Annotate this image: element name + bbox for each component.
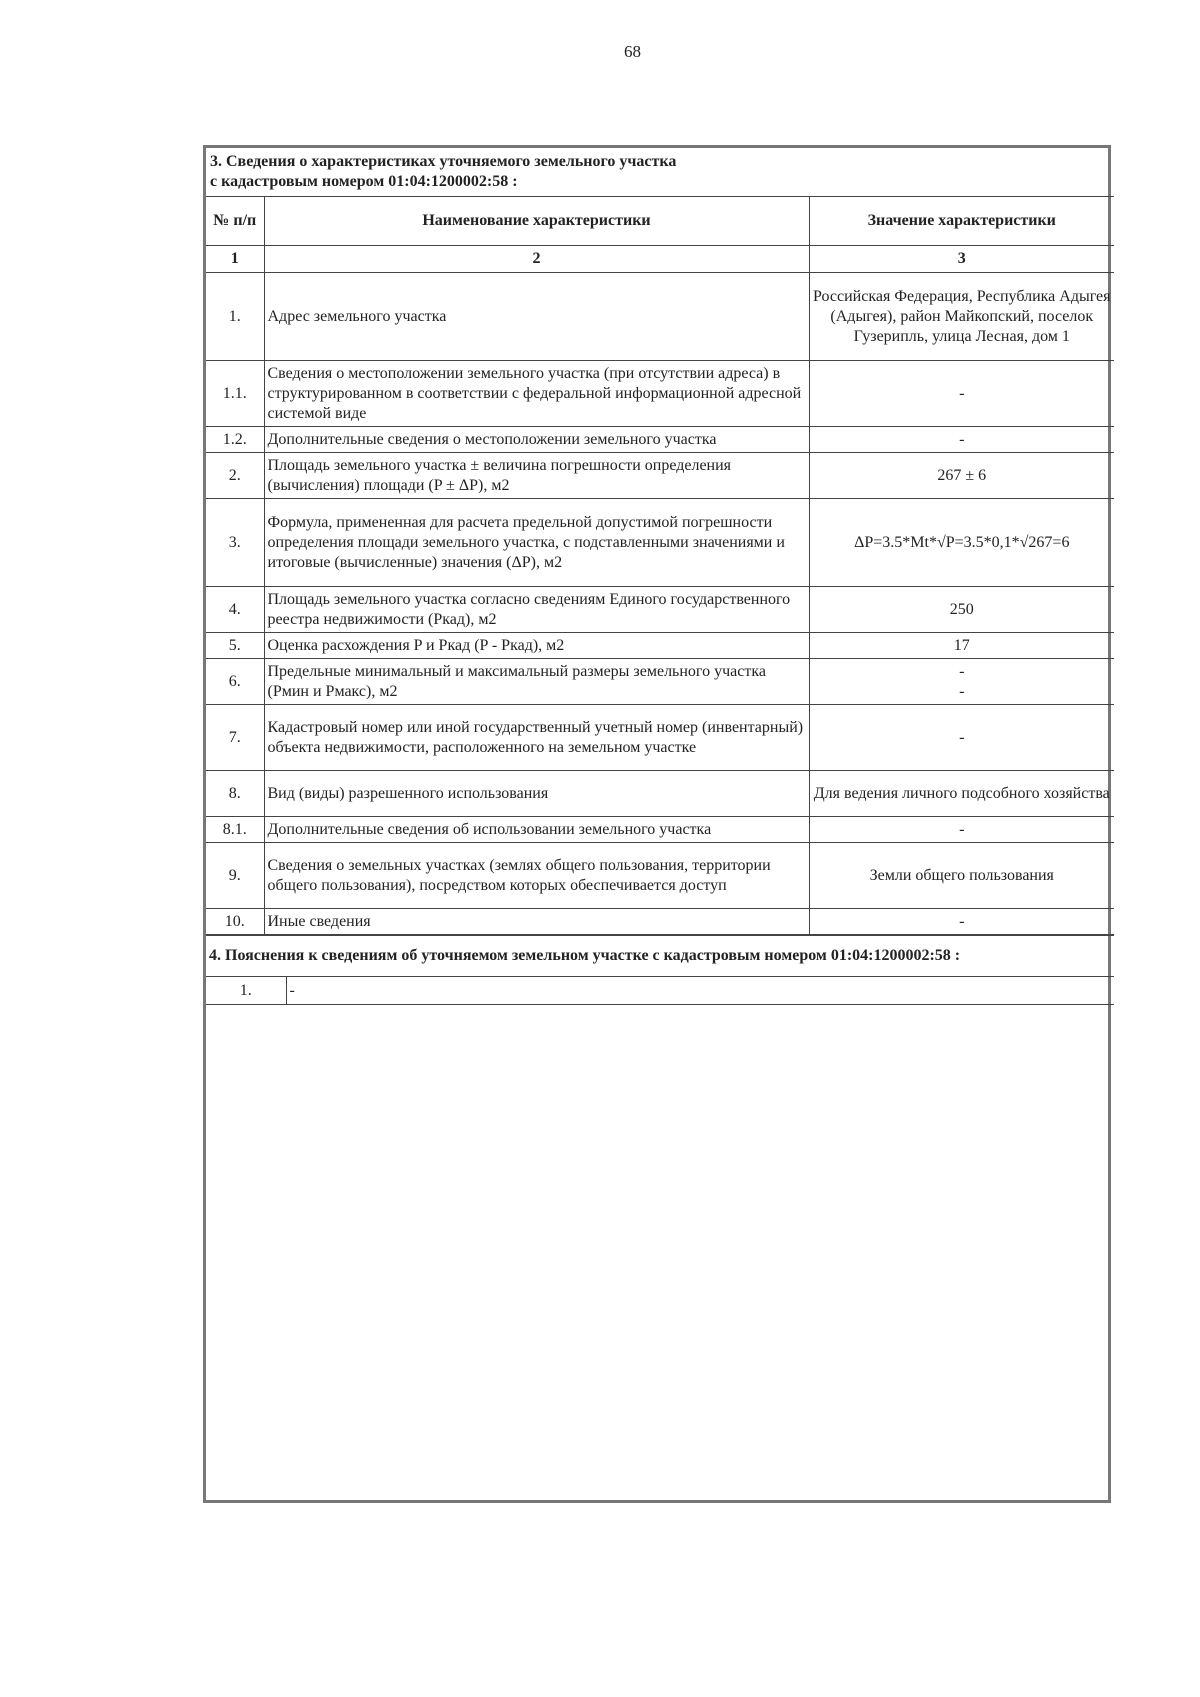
row-number: 1.2. (206, 427, 264, 453)
table-row (206, 909, 1114, 935)
row-name: Дополнительные сведения о местоположении земельного участка (264, 427, 809, 453)
table-row (206, 705, 1114, 771)
header-row (206, 197, 1114, 246)
table-row (206, 843, 1114, 909)
notes-table (206, 935, 1114, 1005)
notes-row (206, 977, 1114, 1005)
table-row (206, 587, 1114, 633)
column-number: 1 (206, 246, 264, 273)
row-value: - (809, 817, 1114, 843)
row-value: 267 ± 6 (809, 453, 1114, 499)
section4-title: 4. Пояснения к сведениям об уточняемом земельном участке с кадастровым номером 01:04:1200002:58 : (206, 936, 1114, 977)
section3-title-line1: 3. Сведения о характеристиках уточняемого земельного участка (210, 153, 677, 170)
column-number: 3 (809, 246, 1114, 273)
row-number: 6. (206, 659, 264, 705)
section3-title-row (206, 148, 1114, 197)
notes-row-text: - (286, 977, 1114, 1005)
header-num: № п/п (206, 197, 264, 246)
header-value: Значение характеристики (809, 197, 1114, 246)
row-name: Формула, примененная для расчета предельной допустимой погрешности определения площади земельного участка, с подставленными значениями и итоговые (вычисленные) значения (ΔP), м2 (264, 499, 809, 587)
row-value: - (809, 909, 1114, 935)
row-number: 1. (206, 273, 264, 361)
row-value: ΔP=3.5*Mt*√P=3.5*0,1*√267=6 (809, 499, 1114, 587)
row-number: 9. (206, 843, 264, 909)
row-name: Иные сведения (264, 909, 809, 935)
row-name: Оценка расхождения P и Pкад (P - Pкад), м2 (264, 633, 809, 659)
row-value: Земли общего пользования (809, 843, 1114, 909)
row-name: Предельные минимальный и максимальный размеры земельного участка (Pмин и Pмакс), м2 (264, 659, 809, 705)
table-row (206, 771, 1114, 817)
row-value: - (809, 361, 1114, 427)
row-name: Кадастровый номер или иной государственный учетный номер (инвентарный) объекта недвижимости, расположенного на земельном участке (264, 705, 809, 771)
row-number: 5. (206, 633, 264, 659)
row-name: Площадь земельного участка согласно сведениям Единого государственного реестра недвижимости (Pкад), м2 (264, 587, 809, 633)
column-numbers-row (206, 246, 1114, 273)
row-number: 10. (206, 909, 264, 935)
row-number: 2. (206, 453, 264, 499)
characteristics-table (206, 148, 1114, 935)
table-row (206, 499, 1114, 587)
row-value: Российская Федерация, Республика Адыгея (Адыгея), район Майкопский, поселок Гузерипль, улица Лесная, дом 1 (809, 273, 1114, 361)
table-row (206, 361, 1114, 427)
row-name: Адрес земельного участка (264, 273, 809, 361)
section3-title-line2: с кадастровым номером 01:04:1200002:58 : (210, 173, 518, 190)
row-value: - (809, 705, 1114, 771)
row-value: - (809, 427, 1114, 453)
row-number: 7. (206, 705, 264, 771)
table-row (206, 273, 1114, 361)
table-row (206, 659, 1114, 705)
row-value: - - (809, 659, 1114, 705)
section4-title-row (206, 936, 1114, 977)
row-name: Дополнительные сведения об использовании земельного участка (264, 817, 809, 843)
table-row (206, 453, 1114, 499)
notes-row-number: 1. (206, 977, 286, 1005)
table-row (206, 427, 1114, 453)
column-number: 2 (264, 246, 809, 273)
row-number: 1.1. (206, 361, 264, 427)
table-row (206, 633, 1114, 659)
header-name: Наименование характеристики (264, 197, 809, 246)
row-number: 3. (206, 499, 264, 587)
section3-title (206, 148, 1114, 197)
row-number: 8.1. (206, 817, 264, 843)
row-number: 4. (206, 587, 264, 633)
row-name: Площадь земельного участка ± величина погрешности определения (вычисления) площади (P ± ΔP), м2 (264, 453, 809, 499)
page-number: 68 (624, 42, 641, 61)
document-frame (203, 145, 1111, 1503)
table-row (206, 817, 1114, 843)
row-value: 250 (809, 587, 1114, 633)
row-value: Для ведения личного подсобного хозяйства (809, 771, 1114, 817)
row-name: Сведения о местоположении земельного участка (при отсутствии адреса) в структурированном в соответствии с федеральной информационной адресной системой виде (264, 361, 809, 427)
row-value: 17 (809, 633, 1114, 659)
row-name: Вид (виды) разрешенного использования (264, 771, 809, 817)
row-number: 8. (206, 771, 264, 817)
row-name: Сведения о земельных участках (землях общего пользования, территории общего пользования), посредством которых обеспечивается доступ (264, 843, 809, 909)
